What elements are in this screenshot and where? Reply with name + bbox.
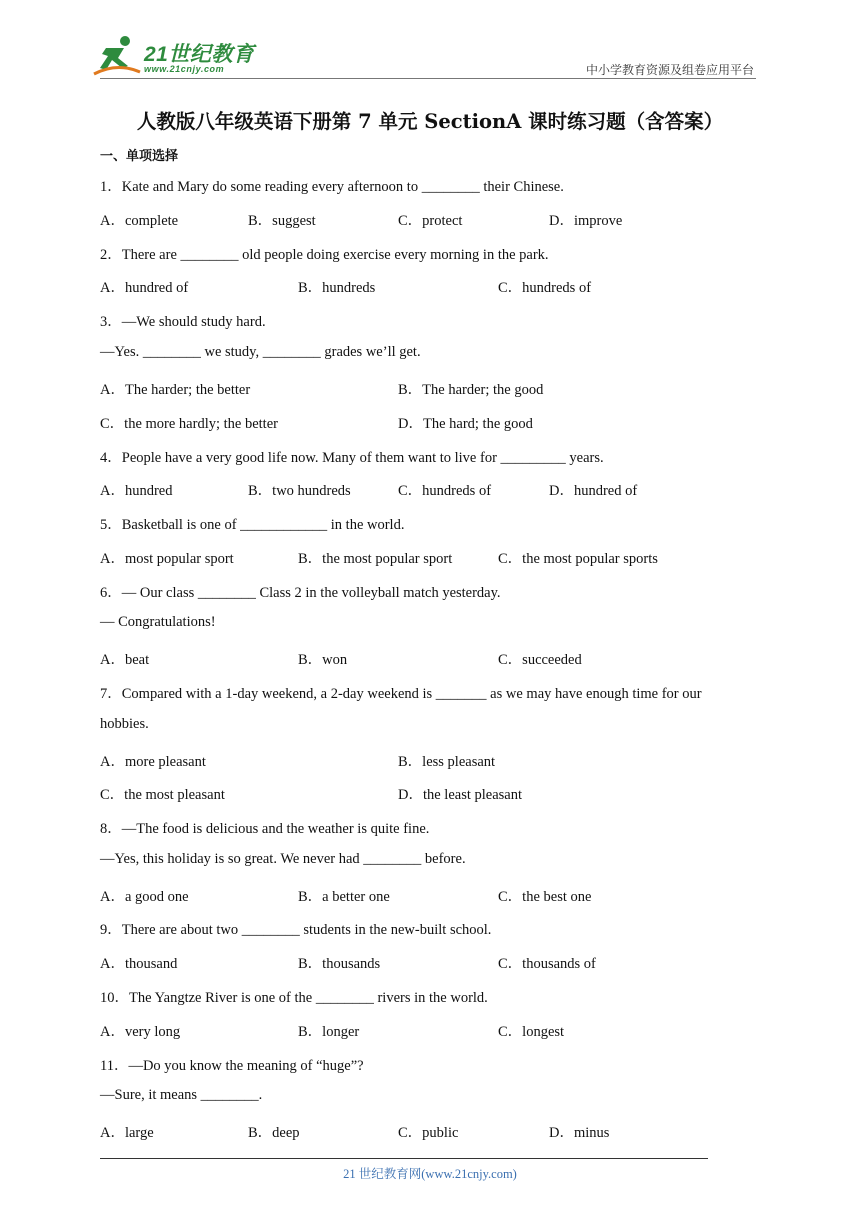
question-7-stem: 7．Compared with a 1-day weekend, a 2-day weekend is _______ as we may have enough time for our — [100, 686, 702, 702]
question-10-option-b: B．longer — [298, 1024, 360, 1040]
question-2-stem: 2．There are ________ old people doing exercise every morning in the park. — [100, 247, 549, 263]
question-2-option-c: C．hundreds of — [498, 280, 592, 296]
runner-logo-icon — [92, 34, 142, 78]
question-3-option-c: C．the more hardly; the better — [100, 416, 278, 432]
question-5-option-c: C．the most popular sports — [498, 551, 658, 567]
question-6-stem: 6．— Our class ________ Class 2 in the volleyball match yesterday. — [100, 585, 501, 601]
question-1-stem: 1．Kate and Mary do some reading every afternoon to ________ their Chinese. — [100, 179, 564, 195]
question-7-option-a: A．more pleasant — [100, 754, 206, 770]
question-6-stem-line-2: — Congratulations! — [100, 614, 216, 630]
page-header — [0, 0, 860, 84]
question-8-stem-line-2: —Yes, this holiday is so great. We never had ________ before. — [100, 851, 466, 867]
question-8-option-c: C．the best one — [498, 889, 592, 905]
question-2-option-b: B．hundreds — [298, 280, 376, 296]
question-4-option-c: C．hundreds of — [398, 483, 492, 499]
question-11-stem: 11．—Do you know the meaning of “huge”? — [100, 1058, 364, 1074]
logo-text: 21世纪教育 — [144, 43, 255, 66]
question-3-option-a: A．The harder; the better — [100, 382, 251, 398]
logo-url: www.21cnjy.com — [144, 64, 225, 74]
question-5-option-a: A．most popular sport — [100, 551, 234, 567]
question-4-option-b: B．two hundreds — [248, 483, 351, 499]
question-1-option-a: A．complete — [100, 213, 179, 229]
platform-tagline: 中小学教育资源及组卷应用平台 — [585, 63, 754, 77]
question-5-option-b: B．the most popular sport — [298, 551, 453, 567]
question-3-stem-line-2: —Yes. ________ we study, ________ grades we’ll get. — [100, 344, 421, 360]
question-7-option-d: D．the least pleasant — [398, 787, 523, 803]
question-6-option-c: C．succeeded — [498, 652, 582, 668]
question-4-option-a: A．hundred — [100, 483, 173, 499]
section-heading: 一、单项选择 — [100, 149, 179, 164]
question-11-option-d: D．minus — [549, 1125, 610, 1141]
question-11-option-c: C．public — [398, 1125, 459, 1141]
question-10-option-a: A．very long — [100, 1024, 181, 1040]
question-3-stem: 3．—We should study hard. — [100, 314, 266, 330]
question-9-stem: 9．There are about two ________ students in the new-built school. — [100, 922, 492, 938]
question-8-option-a: A．a good one — [100, 889, 189, 905]
question-9-option-b: B．thousands — [298, 956, 381, 972]
question-10-option-c: C．longest — [498, 1024, 565, 1040]
site-logo[interactable] — [92, 34, 262, 78]
question-9-option-c: C．thousands of — [498, 956, 596, 972]
question-7-option-b: B．less pleasant — [398, 754, 496, 770]
question-7-stem-line-2: hobbies. — [100, 716, 149, 732]
question-8-option-b: B．a better one — [298, 889, 390, 905]
question-11-option-a: A．large — [100, 1125, 154, 1141]
question-10-stem: 10．The Yangtze River is one of the ________ rivers in the world. — [100, 990, 488, 1006]
question-11-option-b: B．deep — [248, 1125, 300, 1141]
question-2-option-a: A．hundred of — [100, 280, 189, 296]
footer-divider — [100, 1158, 708, 1159]
question-1-option-b: B．suggest — [248, 213, 316, 229]
question-1-option-c: C．protect — [398, 213, 463, 229]
question-3-option-d: D．The hard; the good — [398, 416, 533, 432]
question-6-option-b: B．won — [298, 652, 348, 668]
question-3-option-b: B．The harder; the good — [398, 382, 544, 398]
footer-link[interactable]: 21 世纪教育网(www.21cnjy.com) — [343, 1167, 517, 1181]
question-4-option-d: D．hundred of — [549, 483, 638, 499]
question-7-option-c: C．the most pleasant — [100, 787, 225, 803]
question-4-stem: 4．People have a very good life now. Many of them want to live for _________ years. — [100, 450, 604, 466]
header-divider — [100, 78, 756, 79]
document-title: 人教版八年级英语下册第 7 单元 SectionA 课时练习题（含答案） — [136, 110, 724, 133]
question-5-stem: 5．Basketball is one of ____________ in the world. — [100, 517, 405, 533]
question-6-option-a: A．beat — [100, 652, 150, 668]
question-11-stem-line-2: —Sure, it means ________. — [100, 1087, 263, 1103]
question-9-option-a: A．thousand — [100, 956, 178, 972]
question-8-stem: 8．—The food is delicious and the weather is quite fine. — [100, 821, 430, 837]
question-1-option-d: D．improve — [549, 213, 623, 229]
